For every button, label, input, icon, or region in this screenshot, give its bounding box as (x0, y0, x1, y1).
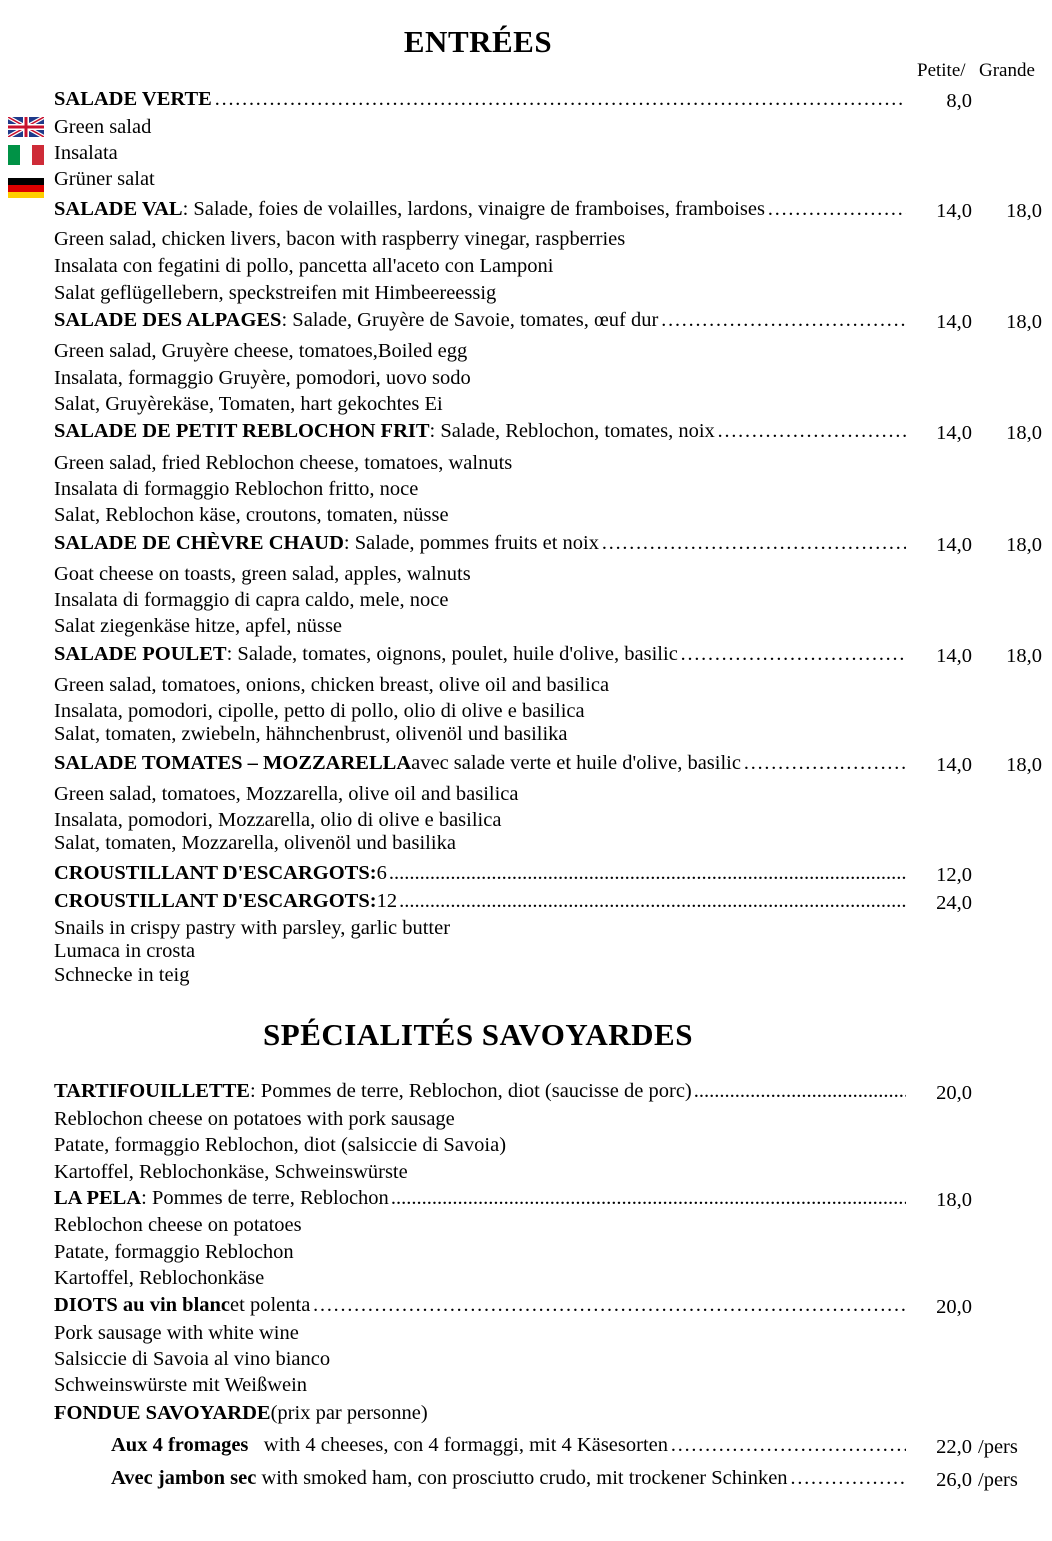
item-name: TARTIFOUILLETTE (54, 1080, 250, 1102)
translation-en: Reblochon cheese on potatoes (54, 1214, 302, 1236)
leader-dots (389, 862, 906, 885)
item-description: : Salade, foies de volailles, lardons, vinaigre de framboises, framboises (182, 198, 765, 220)
price-grande: 18,0 (1006, 645, 1042, 667)
translation-en: Green salad (54, 116, 152, 138)
leader-dots (214, 88, 906, 111)
price-petite: 14,0 (936, 422, 972, 444)
price: 26,0 (936, 1469, 972, 1491)
leader-dots (660, 309, 906, 332)
option-name: Avec jambon sec (111, 1467, 257, 1489)
price-petite: 14,0 (936, 754, 972, 776)
translation-de: Salat, Gruyèrekäse, Tomaten, hart gekochtes Ei (54, 393, 443, 415)
leader-dots (680, 643, 906, 666)
translation-de: Kartoffel, Reblochonkäse, Schweinswürste (54, 1161, 408, 1183)
translation-it: Insalata con fegatini di pollo, pancetta all'aceto con Lamponi (54, 255, 554, 277)
menu-item-salade-verte (54, 88, 906, 116)
menu-item-salade-tomates-mozzarella (54, 752, 906, 780)
price: 18,0 (936, 1189, 972, 1211)
menu-item-salade-des-alpages (54, 309, 906, 337)
leader-dots (790, 1467, 906, 1490)
translation-en: Green salad, chicken livers, bacon with raspberry vinegar, raspberries (54, 228, 626, 250)
item-name: SALADE VAL (54, 198, 183, 220)
translation-en: Goat cheese on toasts, green salad, apples, walnuts (54, 563, 471, 585)
price-grande: 18,0 (1006, 754, 1042, 776)
item-name: SALADE TOMATES – MOZZARELLA (54, 752, 412, 774)
fondue-option-4-fromages (111, 1434, 906, 1462)
price: 22,0 (936, 1436, 972, 1458)
translation-it: Patate, formaggio Reblochon (54, 1241, 294, 1263)
leader-dots (391, 1187, 906, 1210)
price-petite: 14,0 (936, 645, 972, 667)
leader-dots (717, 420, 906, 443)
price-grande: 18,0 (1006, 311, 1042, 333)
translation-de: Salat geflügellebern, speckstreifen mit Himbeereessig (54, 282, 497, 304)
translation-de: Schnecke in teig (54, 964, 190, 986)
item-description: : Salade, pommes fruits et noix (343, 532, 599, 554)
price-petite: 14,0 (936, 311, 972, 333)
translation-de: Grüner salat (54, 168, 155, 190)
menu-item-salade-val (54, 198, 906, 226)
option-description: with 4 cheeses, con 4 formaggi, mit 4 Käsesorten (248, 1434, 669, 1456)
translation-de: Kartoffel, Reblochonkäse (54, 1267, 265, 1289)
price-petite: 14,0 (936, 534, 972, 556)
item-description: : Salade, Reblochon, tomates, noix (429, 420, 715, 442)
item-name: SALADE POULET (54, 643, 227, 665)
price-petite: 8,0 (946, 90, 972, 112)
item-description: avec salade verte et huile d'olive, basilic (411, 752, 741, 774)
menu-item-salade-poulet (54, 643, 906, 671)
translation-it: Insalata di formaggio Reblochon fritto, noce (54, 478, 419, 500)
translation-en: Snails in crispy pastry with parsley, garlic butter (54, 917, 451, 939)
translation-it: Insalata di formaggio di capra caldo, mele, noce (54, 589, 449, 611)
option-description: with smoked ham, con prosciutto crudo, mit trockener Schinken (256, 1467, 788, 1489)
translation-it: Salsiccie di Savoia al vino bianco (54, 1348, 331, 1370)
translation-en: Green salad, tomatoes, Mozzarella, olive oil and basilica (54, 783, 519, 805)
menu-item-diots (54, 1294, 906, 1322)
translation-it: Insalata, pomodori, cipolle, petto di pollo, olio di olive e basilica (54, 700, 585, 722)
germany-flag-icon (8, 178, 44, 198)
price-unit: /pers (978, 1469, 1018, 1491)
item-description: et polenta (230, 1294, 311, 1316)
item-name: SALADE DES ALPAGES (54, 309, 282, 331)
price-grande: 18,0 (1006, 422, 1042, 444)
translation-de: Salat, tomaten, zwiebeln, hähnchenbrust, olivenöl und basilika (54, 723, 568, 745)
menu-item-fondue-savoyarde (54, 1402, 906, 1430)
item-quantity: 6 (376, 862, 387, 884)
item-name: FONDUE SAVOYARDE (54, 1402, 271, 1424)
translation-it: Insalata (54, 142, 118, 164)
leader-dots (601, 532, 906, 555)
translation-it: Patate, formaggio Reblochon, diot (salsiccie di Savoia) (54, 1134, 507, 1156)
option-name: Aux 4 fromages (111, 1434, 249, 1456)
translation-en: Pork sausage with white wine (54, 1322, 299, 1344)
uk-flag-icon (8, 117, 44, 137)
price-unit: /pers (978, 1436, 1018, 1458)
item-description: : Pommes de terre, Reblochon, diot (saucisse de porc) (249, 1080, 692, 1102)
price-grande: 18,0 (1006, 200, 1042, 222)
menu-item-salade-chevre-chaud (54, 532, 906, 560)
price: 20,0 (936, 1082, 972, 1104)
specialites-title: SPÉCIALITÉS SAVOYARDES (263, 1017, 693, 1052)
petite-column-header: Petite/ (917, 60, 966, 81)
price: 24,0 (936, 892, 972, 914)
translation-en: Reblochon cheese on potatoes with pork sausage (54, 1108, 455, 1130)
translation-it: Insalata, pomodori, Mozzarella, olio di olive e basilica (54, 809, 502, 831)
menu-item-la-pela (54, 1187, 906, 1215)
leader-dots (670, 1434, 906, 1457)
price-petite: 14,0 (936, 200, 972, 222)
leader-dots (399, 890, 906, 913)
translation-de: Salat, tomaten, Mozzarella, olivenöl und basilika (54, 832, 456, 854)
translation-de: Schweinswürste mit Weißwein (54, 1374, 308, 1396)
item-name: CROUSTILLANT D'ESCARGOTS: (54, 862, 377, 884)
leader-dots (743, 752, 906, 775)
translation-en: Green salad, tomatoes, onions, chicken breast, olive oil and basilica (54, 674, 610, 696)
entrees-title: ENTRÉES (403, 24, 553, 59)
price: 20,0 (936, 1296, 972, 1318)
translation-it: Insalata, formaggio Gruyère, pomodori, uovo sodo (54, 367, 471, 389)
item-name: SALADE VERTE (54, 88, 212, 110)
item-description: : Salade, tomates, oignons, poulet, huile d'olive, basilic (226, 643, 678, 665)
translation-en: Green salad, fried Reblochon cheese, tomatoes, walnuts (54, 452, 513, 474)
item-name: LA PELA (54, 1187, 142, 1209)
menu-item-tartifouillette (54, 1080, 906, 1108)
price: 12,0 (936, 864, 972, 886)
item-quantity: 12 (376, 890, 398, 912)
item-name: SALADE DE PETIT REBLOCHON FRIT (54, 420, 430, 442)
item-name: DIOTS au vin blanc (54, 1294, 231, 1316)
grande-column-header: Grande (979, 60, 1035, 81)
item-name: CROUSTILLANT D'ESCARGOTS: (54, 890, 377, 912)
item-note: (prix par personne) (270, 1402, 428, 1424)
item-description: : Salade, Gruyère de Savoie, tomates, œuf dur (281, 309, 659, 331)
menu-item-escargots-6 (54, 862, 906, 890)
price-grande: 18,0 (1006, 534, 1042, 556)
leader-dots (767, 198, 906, 221)
translation-de: Salat, Reblochon käse, croutons, tomaten, nüsse (54, 504, 449, 526)
fondue-option-jambon-sec (111, 1467, 906, 1495)
item-name: SALADE DE CHÈVRE CHAUD (54, 532, 344, 554)
translation-en: Green salad, Gruyère cheese, tomatoes,Boiled egg (54, 340, 468, 362)
item-description: : Pommes de terre, Reblochon (141, 1187, 389, 1209)
menu-item-salade-reblochon-frit (54, 420, 906, 448)
italy-flag-icon (8, 145, 44, 165)
menu-item-escargots-12 (54, 890, 906, 918)
translation-de: Salat ziegenkäse hitze, apfel, nüsse (54, 615, 343, 637)
leader-dots (312, 1294, 906, 1317)
translation-it: Lumaca in crosta (54, 940, 196, 962)
leader-dots (694, 1080, 906, 1103)
